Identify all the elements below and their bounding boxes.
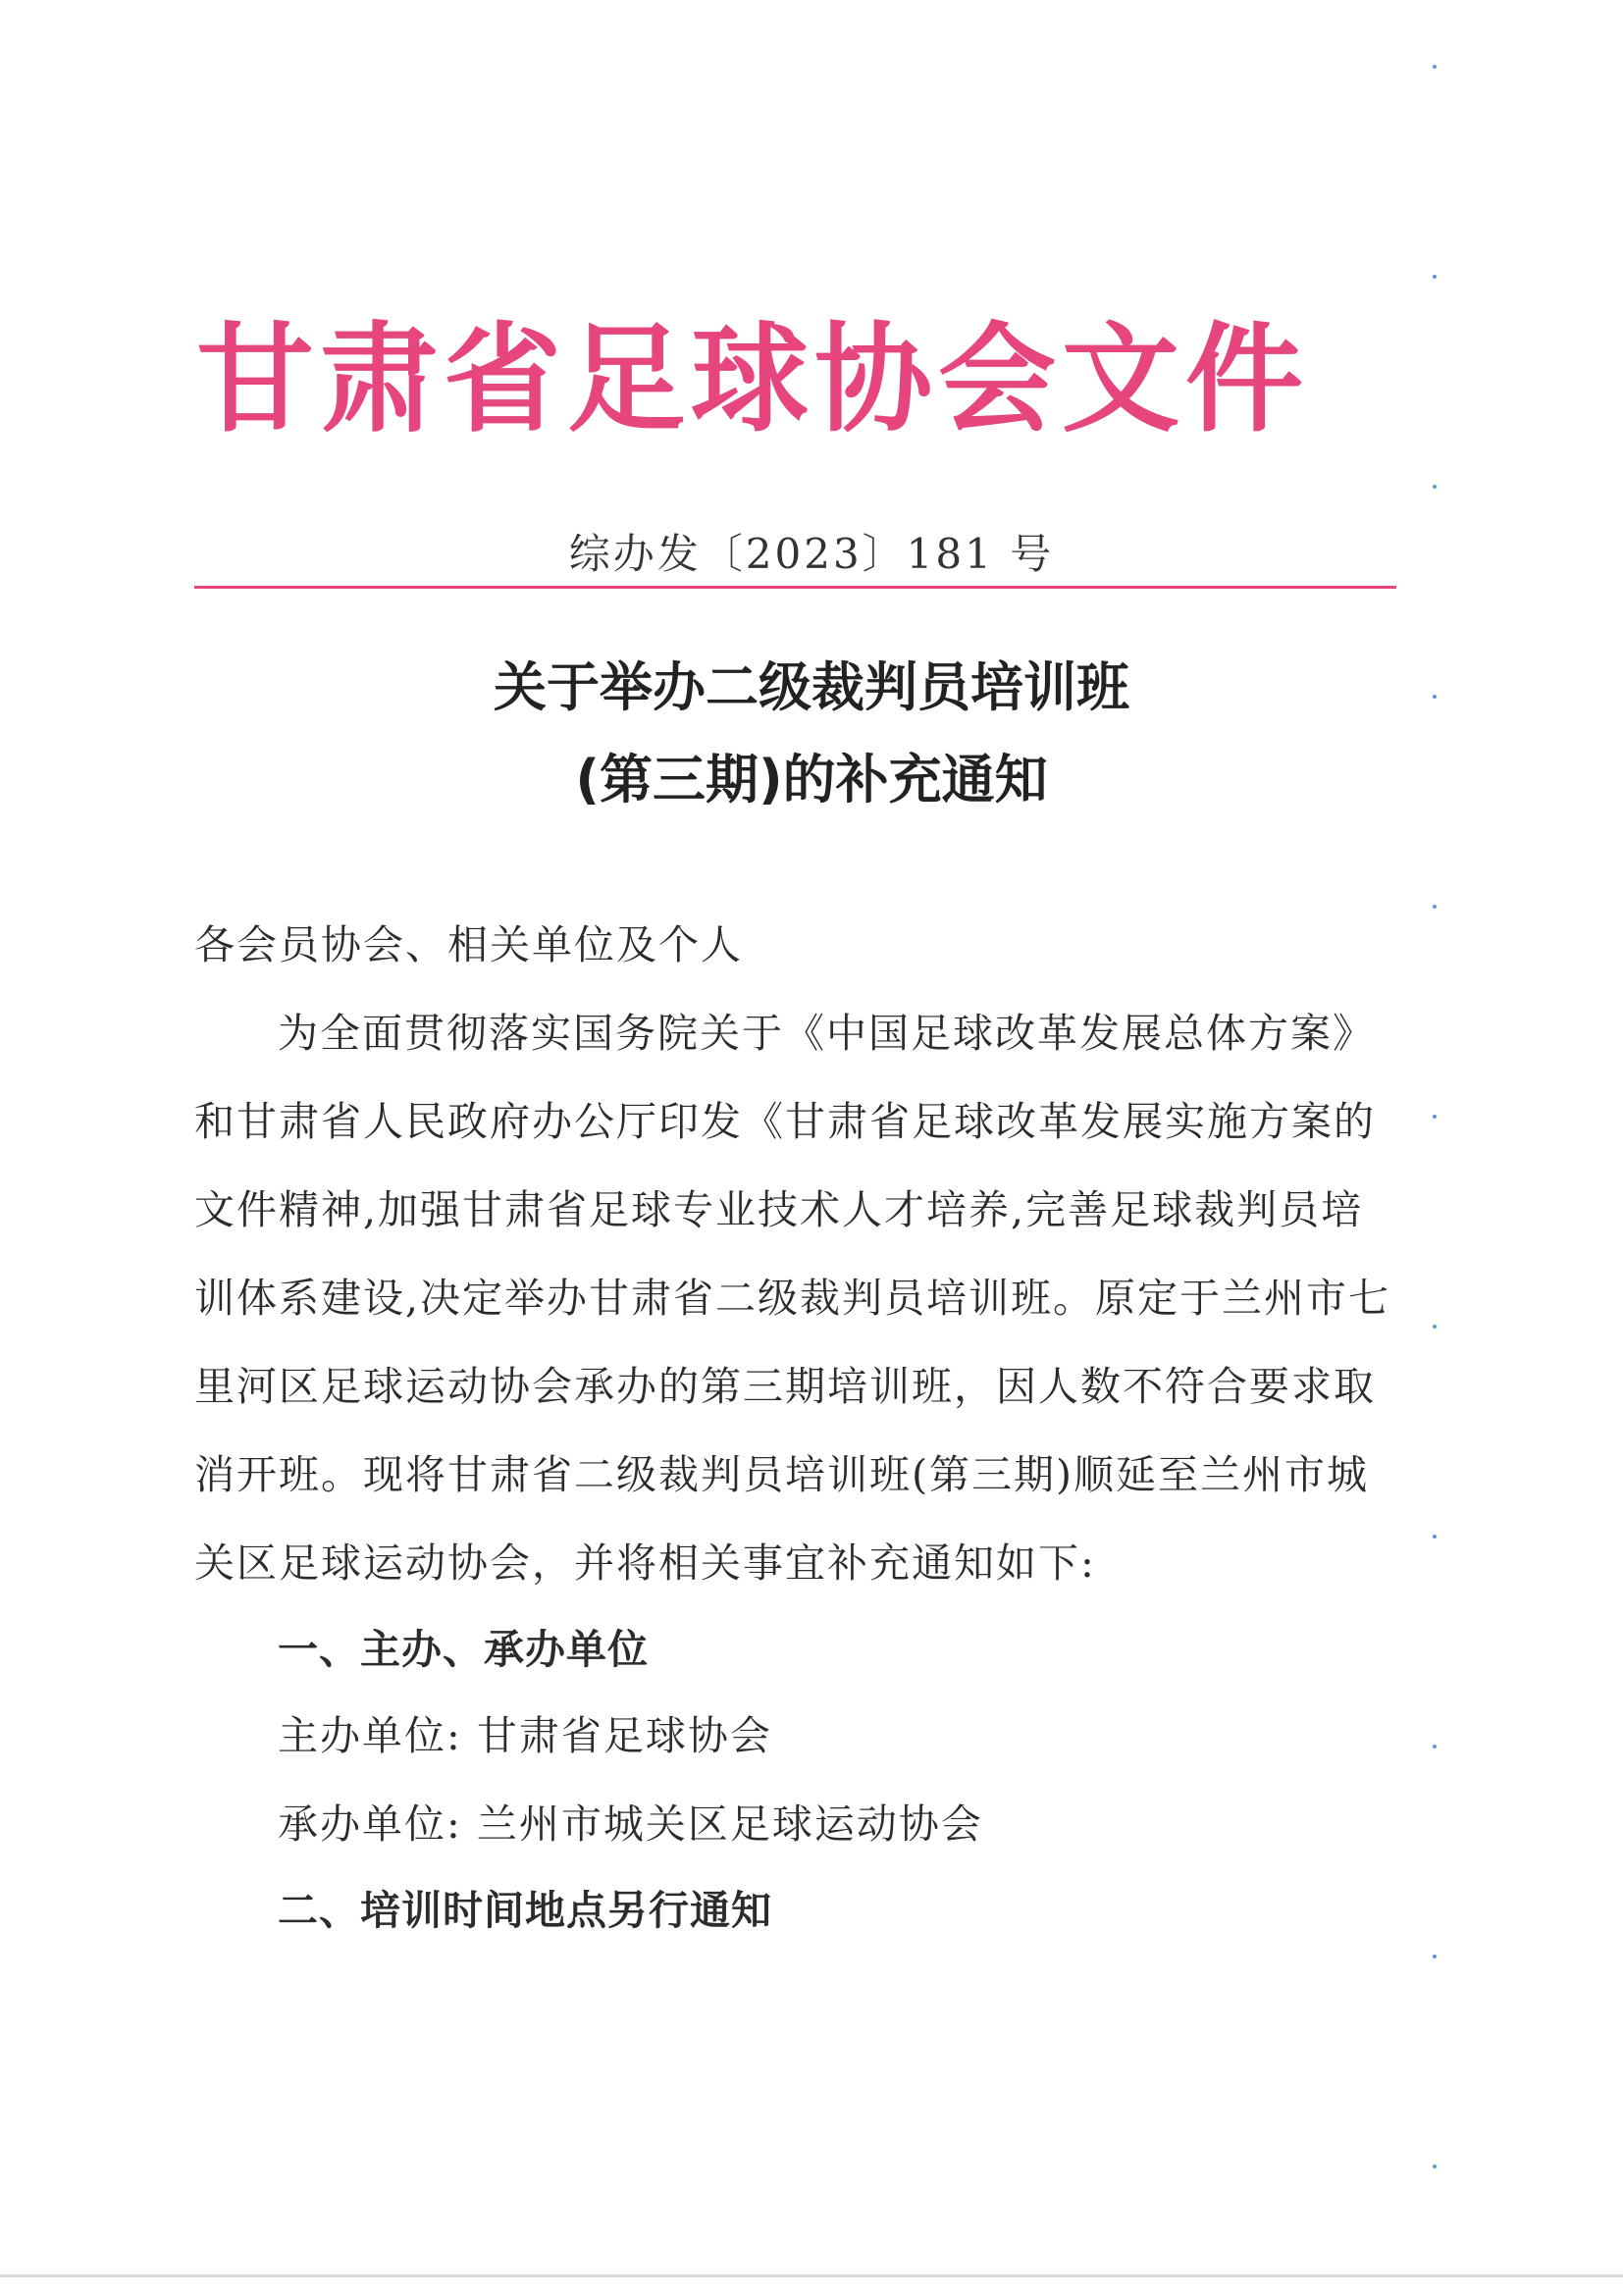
margin-dot xyxy=(1433,275,1437,279)
margin-dot xyxy=(1433,2165,1437,2168)
paragraph-line: 训体系建设,决定举办甘肃省二级裁判员培训班。原定于兰州市七 xyxy=(194,1275,1391,1322)
binding-margin-marks xyxy=(1433,0,1439,2296)
document-title-line-1: 关于举办二级裁判员培训班 xyxy=(494,656,1129,718)
margin-dot xyxy=(1433,485,1437,489)
paragraph-line: 和甘肃省人民政府办公厅印发《甘肃省足球改革发展实施方案的 xyxy=(194,1098,1376,1145)
margin-dot xyxy=(1433,1745,1437,1748)
paragraph-line: 为全面贯彻落实国务院关于《中国足球改革发展总体方案》 xyxy=(278,1010,1375,1057)
margin-dot xyxy=(1433,695,1437,699)
margin-dot xyxy=(1433,905,1437,909)
masthead-title: 甘肃省足球协会文件 xyxy=(196,312,1309,448)
organizer-unit: 承办单位: 兰州市城关区足球运动协会 xyxy=(278,1800,983,1848)
paragraph-line: 文件精神,加强甘肃省足球专业技术人才培养,完善足球裁判员培 xyxy=(194,1186,1364,1233)
document-title-line-2: (第三期)的补充通知 xyxy=(575,749,1048,810)
margin-dot xyxy=(1433,1535,1437,1539)
paragraph-line: 里河区足球运动协会承办的第三期培训班，因人数不符合要求取 xyxy=(194,1363,1376,1410)
page-bottom-edge xyxy=(0,2274,1623,2277)
paragraph-line: 关区足球运动协会，并将相关事宜补充通知如下: xyxy=(194,1539,1096,1587)
paragraph-line: 消开班。现将甘肃省二级裁判员培训班(第三期)顺延至兰州市城 xyxy=(194,1451,1369,1498)
red-divider-line xyxy=(194,586,1396,589)
document-number: 综办发〔2023〕181 号 xyxy=(568,530,1055,578)
margin-dot xyxy=(1433,1955,1437,1958)
margin-dot xyxy=(1433,1325,1437,1329)
salutation: 各会员协会、相关单位及个人 xyxy=(194,921,743,968)
margin-dot xyxy=(1433,1115,1437,1119)
section-heading-2: 二、培训时间地点另行通知 xyxy=(278,1887,772,1934)
margin-dot xyxy=(1433,65,1437,69)
host-unit: 主办单位: 甘肃省足球协会 xyxy=(278,1712,772,1759)
section-heading-1: 一、主办、承办单位 xyxy=(278,1626,649,1673)
